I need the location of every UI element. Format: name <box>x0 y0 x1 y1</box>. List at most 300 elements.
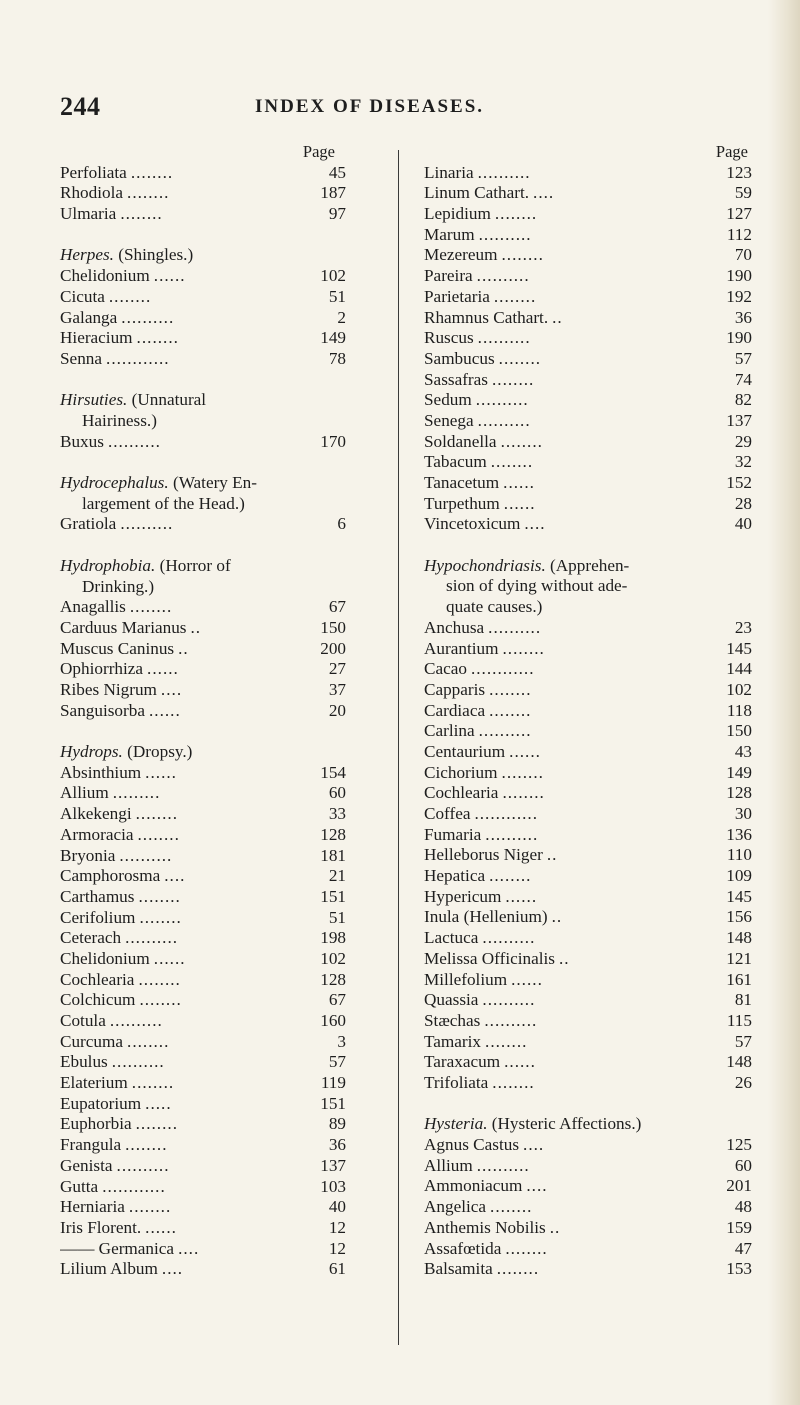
entry-name: Ruscus <box>424 328 474 348</box>
section-heading-hysteria <box>424 1114 754 1135</box>
section-heading-hydrophobia <box>60 556 360 577</box>
index-entry <box>60 1239 346 1260</box>
entry-name: Cichorium <box>424 762 498 782</box>
dot-leader: ........ <box>138 886 181 906</box>
entry-name: Taraxacum <box>424 1052 501 1072</box>
dot-leader: ............ <box>106 348 170 368</box>
entry-name: Cochlearia <box>60 969 135 989</box>
dot-leader: .......... <box>116 1155 170 1175</box>
entry-name: Marum <box>424 224 475 244</box>
entry-name: Sassafras <box>424 369 488 389</box>
dot-leader: ........ <box>135 804 178 824</box>
dot-leader: ........ <box>130 162 174 182</box>
entry-group <box>424 1135 754 1280</box>
dot-leader: ........ <box>498 348 542 368</box>
page-reference: 128 <box>726 783 752 803</box>
page-reference: 112 <box>726 224 752 244</box>
page-reference: 145 <box>726 638 752 658</box>
index-entry <box>424 225 752 246</box>
entry-name: Rhamnus Cathart. <box>424 307 549 327</box>
heading-desc: (Watery En- <box>172 473 258 493</box>
index-entry <box>424 949 752 970</box>
entry-name: Alkekengi <box>60 804 132 824</box>
dot-leader: ........ <box>489 679 532 699</box>
index-entry <box>424 308 752 329</box>
entry-group <box>424 618 754 1094</box>
index-entry <box>60 887 346 908</box>
index-entry <box>424 328 752 349</box>
entry-name: Cicuta <box>60 286 105 306</box>
dot-leader: .... <box>178 1238 200 1258</box>
index-entry <box>424 266 752 287</box>
index-entry <box>424 1135 752 1156</box>
page-reference: 2 <box>337 307 346 327</box>
dot-leader: ........ <box>129 597 173 617</box>
entry-name: Genista <box>60 1155 113 1175</box>
index-entry <box>424 204 752 225</box>
page-reference: 59 <box>734 183 752 203</box>
entry-name: Ceterach <box>60 928 122 948</box>
page-reference: 110 <box>726 845 752 865</box>
entry-name: Chelidonium <box>60 948 150 968</box>
dot-leader: .......... <box>477 328 531 348</box>
page-reference: 128 <box>320 824 346 844</box>
dot-leader: ...... <box>511 969 543 989</box>
index-entry <box>60 639 346 660</box>
page-reference: 12 <box>328 1217 346 1237</box>
entry-name: Cardiaca <box>424 700 486 720</box>
page-reference: 37 <box>328 679 346 699</box>
dot-leader: ........ <box>490 452 534 472</box>
index-entry <box>60 1259 346 1280</box>
dot-leader: ...... <box>153 266 186 286</box>
page-edge-shadow <box>768 0 800 1405</box>
page-reference: 149 <box>726 762 752 782</box>
dot-leader: .......... <box>484 1010 538 1030</box>
page-reference: 145 <box>726 886 752 906</box>
dot-leader: .... <box>533 183 555 203</box>
index-entry <box>424 783 752 804</box>
page-reference: 30 <box>734 804 752 824</box>
dot-leader: ........ <box>501 762 544 782</box>
dot-leader: .......... <box>482 990 536 1010</box>
index-entry <box>60 763 346 784</box>
entry-name: Lactuca <box>424 928 479 948</box>
index-entry <box>60 866 346 887</box>
index-entry <box>60 990 346 1011</box>
dot-leader: ........ <box>489 700 532 720</box>
dot-leader: .... <box>524 514 546 534</box>
page-reference: 118 <box>726 700 752 720</box>
entry-group <box>60 432 360 453</box>
page-reference: 198 <box>320 928 346 948</box>
dot-leader: ........ <box>139 990 182 1010</box>
entry-name: Armoracia <box>60 824 134 844</box>
page-reference: 51 <box>328 286 346 306</box>
index-entry <box>424 639 752 660</box>
entry-group <box>60 266 360 369</box>
index-entry <box>424 1156 752 1177</box>
index-entry <box>424 907 752 928</box>
entry-name: Gutta <box>60 1176 99 1196</box>
index-entry <box>424 990 752 1011</box>
dot-leader: ............ <box>470 659 535 679</box>
index-entry <box>424 845 752 866</box>
dot-leader: ........ <box>492 1072 535 1092</box>
index-entry <box>60 204 346 225</box>
dot-leader: ...... <box>505 886 538 906</box>
page-reference: 29 <box>734 431 752 451</box>
entry-name: Bryonia <box>60 845 116 865</box>
index-entry <box>60 928 346 949</box>
dot-leader: .......... <box>109 1011 163 1030</box>
page-reference: 40 <box>328 1197 346 1217</box>
dot-leader: ......... <box>112 783 161 803</box>
entry-name: Cochlearia <box>424 783 499 803</box>
page-reference: 150 <box>726 721 752 741</box>
page-reference: 181 <box>320 845 346 865</box>
page-reference: 21 <box>328 866 346 886</box>
index-entry <box>424 163 752 184</box>
index-entry <box>60 908 346 929</box>
index-entry <box>424 287 752 308</box>
dot-leader: ........ <box>489 866 532 886</box>
page-reference: 190 <box>726 266 752 286</box>
entry-name: Allium <box>60 783 109 803</box>
page-reference: 127 <box>726 204 752 224</box>
entry-name: Millefolium <box>424 969 508 989</box>
page-reference: 60 <box>734 1155 752 1175</box>
page-column-label: Page <box>715 142 748 161</box>
index-entry <box>424 763 752 784</box>
page-reference: 74 <box>734 369 752 389</box>
dot-leader: .. <box>178 638 189 658</box>
index-entry <box>424 1011 752 1032</box>
dot-leader: ........ <box>127 183 170 203</box>
dot-leader: ...... <box>509 741 541 761</box>
entry-name: Inula (Hellenium) <box>424 907 548 927</box>
page-reference: 148 <box>726 928 752 948</box>
page-reference: 36 <box>328 1135 346 1155</box>
page-reference: 201 <box>726 1176 752 1196</box>
heading-term: Hydrophobia. <box>60 555 156 575</box>
index-entry <box>424 432 752 453</box>
entry-name: Galanga <box>60 307 118 327</box>
dot-leader: ............ <box>474 804 539 824</box>
page-reference: 187 <box>320 183 346 203</box>
entry-name: Angelica <box>424 1197 487 1217</box>
page-reference: 154 <box>320 762 346 782</box>
entry-name: Stæchas <box>424 1010 481 1030</box>
dot-leader: ........ <box>500 431 543 451</box>
heading-desc: (Unnatural <box>131 390 207 410</box>
heading-term: Hirsuties. <box>60 390 128 410</box>
page-reference: 57 <box>734 348 752 368</box>
entry-group <box>60 163 360 225</box>
index-entry <box>424 1176 752 1197</box>
index-entry <box>60 1197 346 1218</box>
entry-name: Anchusa <box>424 617 485 637</box>
entry-group <box>60 763 360 1280</box>
entry-name: Trifoliata <box>424 1072 489 1092</box>
index-entry <box>60 1094 346 1115</box>
entry-name: Frangula <box>60 1135 122 1155</box>
dot-leader: ........ <box>493 286 537 306</box>
entry-name: Ophiorrhiza <box>60 659 144 679</box>
page-reference: 12 <box>328 1238 346 1258</box>
entry-group <box>60 597 360 721</box>
heading-desc: (Dropsy.) <box>127 742 193 762</box>
page-reference: 200 <box>320 638 346 658</box>
dot-leader: ........ <box>501 245 544 265</box>
page-reference: 32 <box>734 452 752 472</box>
dot-leader: .......... <box>125 928 179 948</box>
section-heading-hydrocephalus <box>60 473 360 494</box>
dot-leader: .... <box>160 679 183 699</box>
entry-name: Sanguisorba <box>60 700 145 720</box>
entry-name: Hepatica <box>424 866 486 886</box>
dot-leader: .......... <box>111 1052 165 1072</box>
entry-name: Anagallis <box>60 597 126 617</box>
page-reference: 152 <box>726 473 752 492</box>
page-reference: 156 <box>726 907 752 927</box>
index-entry <box>424 804 752 825</box>
index-entry <box>424 1032 752 1053</box>
entry-name: Fumaria <box>424 824 482 844</box>
page-column-label: Page <box>302 142 335 161</box>
index-entry <box>424 618 752 639</box>
page-reference: 121 <box>726 948 752 968</box>
entry-name: Lilium Album <box>60 1259 158 1279</box>
page-number: 244 <box>60 92 101 121</box>
index-entry <box>424 701 752 722</box>
index-entry <box>60 1073 346 1094</box>
entry-name: Capparis <box>424 679 486 699</box>
entry-name: Gratiola <box>60 514 117 534</box>
page-reference: 102 <box>726 679 752 699</box>
page-reference: 119 <box>320 1073 346 1093</box>
dot-leader: .......... <box>107 431 161 451</box>
heading-desc: (Horror of <box>159 555 231 575</box>
page-reference: 89 <box>328 1114 346 1134</box>
page-reference: 103 <box>320 1176 346 1196</box>
index-entry <box>424 970 752 991</box>
entry-name: Perfoliata <box>60 162 127 182</box>
entry-name: Carduus Marianus <box>60 617 187 637</box>
dot-leader: .. <box>546 845 558 865</box>
entry-group <box>424 163 754 535</box>
dot-leader: .. <box>558 948 570 968</box>
page-reference: 192 <box>726 286 752 306</box>
dot-leader: ........ <box>505 1238 548 1258</box>
entry-name: Senna <box>60 348 103 368</box>
index-entry <box>60 1052 346 1073</box>
index-entry <box>60 783 346 804</box>
index-entry <box>60 701 346 722</box>
page-reference: 3 <box>337 1031 346 1051</box>
dot-leader: .......... <box>485 824 539 844</box>
entry-name: Melissa Officinalis <box>424 948 555 968</box>
entry-name: Balsamita <box>424 1259 493 1279</box>
entry-name: Anthemis Nobilis <box>424 1217 546 1237</box>
dot-leader: .......... <box>488 617 542 637</box>
index-entry <box>424 370 752 391</box>
entry-name: Assafœtida <box>424 1238 502 1258</box>
entry-name: Ammoniacum <box>424 1176 523 1196</box>
entry-name: Ribes Nigrum <box>60 679 157 699</box>
dot-leader: ........ <box>108 286 152 306</box>
index-entry <box>60 1156 346 1177</box>
page-reference: 6 <box>337 514 346 534</box>
index-entry <box>60 659 346 680</box>
index-entry <box>60 266 346 287</box>
entry-name: Senega <box>424 410 474 430</box>
index-entry <box>60 804 346 825</box>
index-entry <box>424 1052 752 1073</box>
page-reference: 150 <box>320 617 346 637</box>
entry-name: Aurantium <box>424 638 499 658</box>
entry-group <box>60 514 360 535</box>
dot-leader: ........ <box>127 1031 170 1051</box>
entry-name: Ebulus <box>60 1052 108 1072</box>
heading-term: Hypochondriasis. <box>424 555 546 575</box>
dot-leader: .......... <box>478 721 532 741</box>
index-entry <box>60 308 346 329</box>
entry-name: Soldanella <box>424 431 497 451</box>
index-entry <box>60 825 346 846</box>
index-entry <box>424 514 752 535</box>
page-reference: 67 <box>328 990 346 1010</box>
page-reference: 36 <box>734 307 752 327</box>
dot-leader: .... <box>164 866 186 886</box>
dot-leader: .......... <box>119 845 173 865</box>
entry-name: Eupatorium <box>60 1093 142 1113</box>
index-entry <box>424 928 752 949</box>
page-reference: 137 <box>320 1155 346 1175</box>
page-reference: 115 <box>726 1010 752 1030</box>
dot-leader: .......... <box>475 390 529 410</box>
page-reference: 78 <box>328 348 346 368</box>
page-reference: 57 <box>734 1031 752 1051</box>
page-reference: 144 <box>726 659 752 679</box>
dot-leader: ........ <box>125 1135 168 1155</box>
index-entry <box>424 452 752 473</box>
entry-name: Muscus Caninus <box>60 638 175 658</box>
index-entry <box>424 866 752 887</box>
heading-desc: (Hysteric Affections.) <box>491 1114 642 1134</box>
index-entry <box>60 1114 346 1135</box>
page-reference: 51 <box>328 907 346 927</box>
dot-leader: ........ <box>485 1031 528 1051</box>
index-entry <box>60 183 346 204</box>
dot-leader: .......... <box>477 162 531 182</box>
heading-term: Hydrocephalus. <box>60 473 169 493</box>
page-reference: 67 <box>328 597 346 617</box>
running-title: INDEX OF DISEASES. <box>255 96 485 117</box>
entry-name: Elaterium <box>60 1073 128 1093</box>
page-reference: 23 <box>734 617 752 637</box>
index-entry <box>60 949 346 970</box>
entry-name: Sedum <box>424 390 472 410</box>
dot-leader: ..... <box>145 1093 172 1113</box>
index-entry <box>60 287 346 308</box>
page-reference: 102 <box>320 266 346 286</box>
page-reference: 60 <box>328 783 346 803</box>
entry-name: Carthamus <box>60 886 135 906</box>
page-reference: 153 <box>726 1259 752 1279</box>
index-entry <box>60 680 346 701</box>
entry-name: Iris Florent. <box>60 1217 142 1237</box>
dot-leader: ...... <box>145 1217 177 1237</box>
index-entry <box>424 887 752 908</box>
page-reference: 28 <box>734 493 752 513</box>
page-reference: 40 <box>734 514 752 534</box>
index-entry <box>424 411 752 432</box>
dot-leader: ........ <box>502 783 545 803</box>
index-entry <box>60 328 346 349</box>
index-entry <box>60 597 346 618</box>
page-reference: 137 <box>726 410 752 430</box>
page-reference: 128 <box>320 969 346 989</box>
entry-name: Tanacetum <box>424 473 500 492</box>
page-reference: 43 <box>734 741 752 761</box>
heading-continuation: quate causes.) <box>446 597 543 617</box>
entry-name: Coffea <box>424 804 471 824</box>
index-entry <box>60 1218 346 1239</box>
dot-leader: ...... <box>503 493 536 513</box>
entry-name: Lepidium <box>424 204 491 224</box>
index-entry <box>424 1197 752 1218</box>
entry-name: Agnus Castus <box>424 1135 520 1155</box>
page-reference: 159 <box>726 1217 752 1237</box>
dot-leader: ...... <box>148 700 181 720</box>
page-reference: 170 <box>320 431 346 451</box>
heading-desc: (Shingles.) <box>118 245 194 265</box>
index-entry <box>60 514 346 535</box>
page-reference: 190 <box>726 328 752 348</box>
index-entry <box>424 245 752 266</box>
entry-name: Pareira <box>424 266 473 286</box>
page-reference: 149 <box>320 328 346 348</box>
dot-leader: ........ <box>490 1197 533 1217</box>
section-heading-herpes <box>60 245 360 266</box>
index-entry <box>424 1073 752 1094</box>
page-reference: 123 <box>726 162 752 182</box>
dot-leader: ............ <box>102 1176 166 1196</box>
dot-leader: ........ <box>139 907 182 927</box>
entry-name: Tamarix <box>424 1031 482 1051</box>
page-reference: 160 <box>320 1011 346 1030</box>
entry-name: Camphorosma <box>60 866 161 886</box>
index-entry <box>424 494 752 515</box>
index-entry <box>60 432 346 453</box>
index-entry <box>424 1259 752 1280</box>
dot-leader: .. <box>551 907 563 927</box>
entry-name: Buxus <box>60 431 104 451</box>
dot-leader: ...... <box>503 473 535 492</box>
dot-leader: .. <box>552 307 563 327</box>
page-reference: 151 <box>320 1093 346 1113</box>
dot-leader: ........ <box>136 328 179 348</box>
page-reference: 61 <box>328 1259 346 1279</box>
page-reference: 27 <box>328 659 346 679</box>
index-entry <box>424 659 752 680</box>
index-entry <box>60 1135 346 1156</box>
entry-name: —— Germanica <box>60 1238 175 1258</box>
entry-name: Linum Cathart. <box>424 183 530 203</box>
index-entry <box>424 680 752 701</box>
page-reference: 47 <box>734 1238 752 1258</box>
